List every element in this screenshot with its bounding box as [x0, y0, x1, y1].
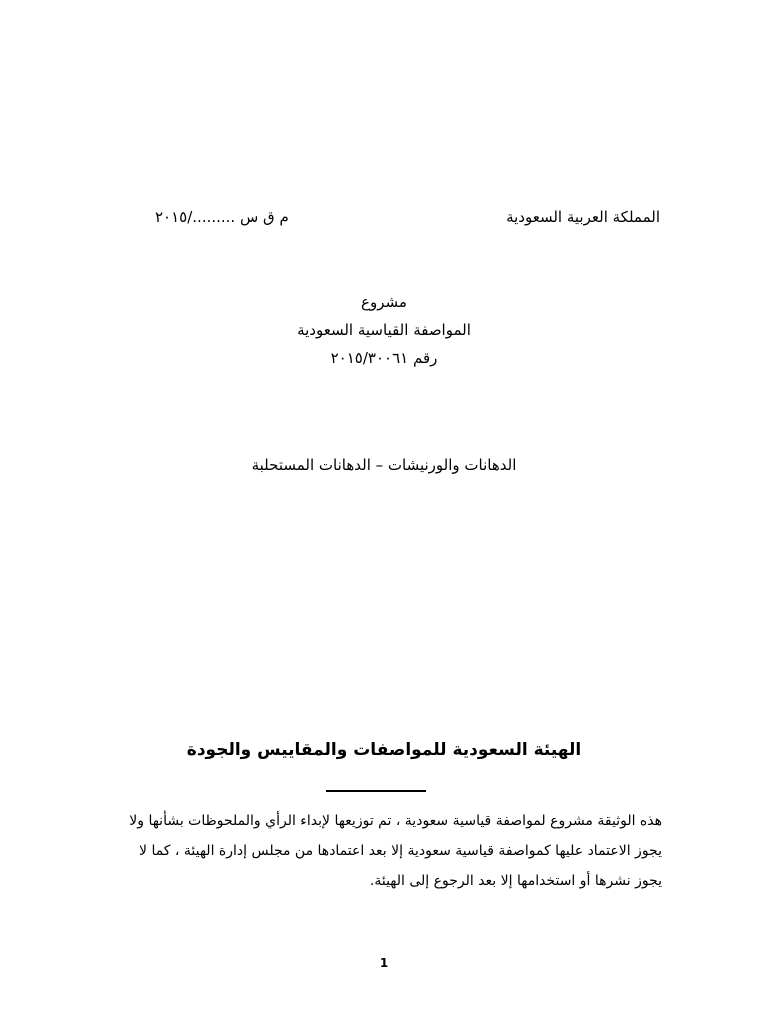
disclaimer-line: يجوز نشرها أو استخدامها إلا بعد الرجوع إلى الهيئة.: [369, 873, 662, 889]
standard-reference: م ق س ........./٢٠١٥: [155, 208, 289, 226]
standard-number: رقم ٢٠١٥/٣٠٠٦١: [330, 349, 438, 367]
disclaimer-paragraph: [87, 806, 662, 896]
page-number: 1: [379, 956, 389, 970]
document-subject: الدهانات والورنيشات – الدهانات المستحلبة: [251, 456, 517, 474]
title-block: [0, 288, 768, 372]
standard-type: المواصفة القياسية السعودية: [297, 321, 471, 339]
organization-name: الهيئة السعودية للمواصفات والمقاييس والجودة: [186, 740, 582, 760]
disclaimer-line: هذه الوثيقة مشروع لمواصفة قياسية سعودية ، تم توزيعها لإبداء الرأي والملحوظات بشأنها ولا: [129, 813, 662, 829]
divider-line: [326, 790, 426, 792]
draft-label: مشروع: [361, 293, 407, 311]
country-name: المملكة العربية السعودية: [506, 208, 660, 226]
disclaimer-line: يجوز الاعتماد عليها كمواصفة قياسية سعودية إلا بعد اعتمادها من مجلس إدارة الهيئة ، كما لا: [139, 843, 662, 859]
